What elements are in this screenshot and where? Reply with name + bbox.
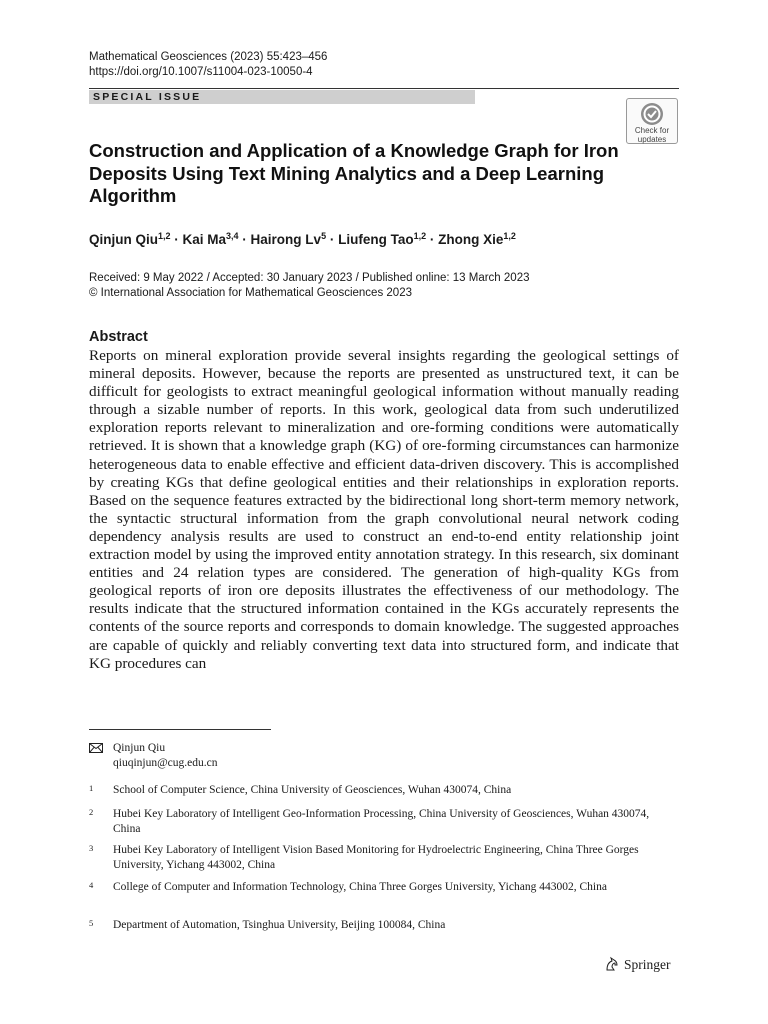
- affiliation-number: 1: [89, 783, 94, 793]
- affiliation-text: School of Computer Science, China University of Geosciences, Wuhan 430074, China: [113, 784, 512, 796]
- author-affiliation-ref: 1,2: [503, 231, 516, 241]
- corresponding-email[interactable]: qiuqinjun@cug.edu.cn: [113, 757, 218, 769]
- author-affiliation-ref: 5: [321, 231, 327, 241]
- affiliation-number: 4: [89, 880, 94, 890]
- journal-citation: Mathematical Geosciences (2023) 55:423–456: [89, 51, 328, 63]
- abstract-text: Reports on mineral exploration provide several insights regarding the geological settings of mineral deposits. However, because the reports are presented as unstructured text, it can be difficult for geologists to extract meaningful geological information without manually reading through a sizable number of reports. In this work, geological data from such underutilized exploration reports relevant to mineralization and ore-forming conditions were automatically retrieved. It is shown that a knowledge graph (KG) of ore-forming circumstances can harmonize heterogeneous data to enable effective and efficient data-driven discovery. This is accomplished by creating KGs that define geological entities and their relationships in exploration reports. Based on the sequence features extracted by the bidirectional long short-term memory network, the syntactic structural information from the graph convolutional neural network coding dependency analysis results are used to construct an end-to-end entity relationship joint extraction model by using the improved entity annotation strategy. In this research, six dominant entities and 24 relation types are considered. The generation of high-quality KGs from geological reports of iron ore deposits illustrates the effectiveness of our methodology. The results indicate that the structured information contained in the KGs accurately represents the contents of the source reports and corresponds to domain knowledge. The suggested approaches are capable of quickly and reliably converting text data into structured form, and indicate that KG procedures can: [89, 347, 679, 672]
- author-name[interactable]: Hairong Lv: [250, 232, 322, 247]
- special-issue-label: SPECIAL ISSUE: [89, 90, 475, 104]
- affiliation-number: 5: [89, 918, 94, 928]
- publisher-name: Springer: [624, 957, 671, 972]
- header-rule: [89, 88, 679, 89]
- copyright-notice: © International Association for Mathematical Geosciences 2023: [89, 287, 412, 299]
- badge-line-1: Check for: [634, 126, 670, 135]
- author-separator: ·: [170, 232, 183, 247]
- affiliation-text: College of Computer and Information Technology, China Three Gorges University, Yichang 443002, China: [113, 881, 607, 893]
- author-name[interactable]: Kai Ma: [182, 232, 227, 247]
- springer-horse-icon: [604, 956, 620, 972]
- author-separator: ·: [426, 232, 439, 247]
- affiliation-text: Department of Automation, Tsinghua University, Beijing 100084, China: [113, 919, 446, 931]
- author-affiliation-ref: 1,2: [413, 231, 427, 241]
- affiliation-number: 2: [89, 807, 94, 817]
- author-affiliation-ref: 3,4: [226, 231, 239, 241]
- author-name[interactable]: Qinjun Qiu: [89, 232, 158, 247]
- check-for-updates-badge[interactable]: [626, 98, 678, 144]
- author-affiliation-ref: 1,2: [158, 231, 171, 241]
- author-name[interactable]: Zhong Xie: [438, 232, 504, 247]
- author-separator: ·: [238, 232, 251, 247]
- badge-line-2: updates: [637, 135, 667, 144]
- corresponding-name: Qinjun Qiu: [113, 742, 166, 754]
- footnote-rule: [89, 729, 271, 730]
- article-title: Construction and Application of a Knowledge Graph for Iron Deposits Using Text Mining Analytics and a Deep Learning Algorithm: [89, 140, 619, 206]
- check-for-updates-icon: [640, 102, 664, 126]
- affiliation-number: 3: [89, 843, 94, 853]
- envelope-icon: [89, 743, 103, 753]
- publication-dates: Received: 9 May 2022 / Accepted: 30 January 2023 / Published online: 13 March 2023: [89, 272, 530, 284]
- publisher-logo: [604, 956, 671, 973]
- affiliation-text: Hubei Key Laboratory of Intelligent Vision Based Monitoring for Hydroelectric Engineering, China Three Gorges University, Yichang 443002, China: [113, 844, 639, 871]
- abstract-heading: Abstract: [89, 329, 148, 345]
- doi-link[interactable]: https://doi.org/10.1007/s11004-023-10050-4: [89, 66, 313, 78]
- affiliation-text: Hubei Key Laboratory of Intelligent Geo-Information Processing, China University of Geosciences, Wuhan 430074, China: [113, 808, 650, 835]
- author-name[interactable]: Liufeng Tao: [338, 232, 414, 247]
- author-separator: ·: [326, 232, 339, 247]
- author-list: [89, 231, 516, 247]
